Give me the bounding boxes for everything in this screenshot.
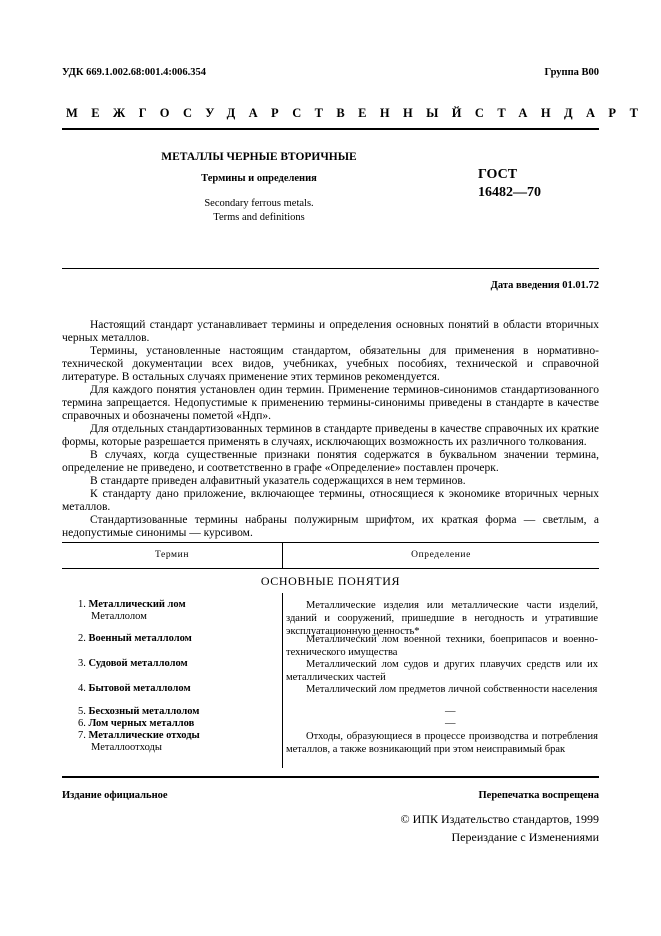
term-number: 5. [78, 706, 86, 717]
table-row-definition [286, 658, 598, 684]
column-header-term: Термин [62, 543, 283, 568]
terms-table-header [62, 542, 599, 569]
interstate-word: МЕЖГОСУДАРСТВЕННЫЙ [66, 106, 475, 120]
term-number: 2. [78, 633, 86, 644]
definition-dash: — [445, 706, 456, 717]
term-name: Судовой металлолом [88, 658, 188, 669]
document-title-english [130, 197, 388, 225]
title-en-line2: Terms and definitions [213, 212, 305, 223]
reprint-prohibited: Перепечатка воспрещена [478, 790, 599, 801]
table-row-definition [286, 683, 598, 696]
definition-text: Металлический лом военной техники, боеприпасов и военно-технического имущества [286, 634, 598, 658]
paragraph: В случаях, когда существенные признаки понятия содержатся в буквальном значении термина, определение не приведено, и соответственно в графе «Определение» поставлен прочерк. [62, 449, 599, 474]
term-name: Бесхозный металлолом [88, 706, 200, 717]
definition-dash: — [445, 718, 456, 729]
document-title: МЕТАЛЛЫ ЧЕРНЫЕ ВТОРИЧНЫЕ [161, 151, 357, 163]
header-rule [62, 128, 599, 130]
body-text [62, 319, 599, 540]
term-number: 1. [78, 599, 86, 610]
table-row-term [78, 658, 278, 670]
definition-text: Металлический лом предметов личной собственности населения [306, 684, 598, 695]
table-row-term [78, 718, 278, 730]
definition-text: Металлический лом судов и других плавучих средств или их металлических частей [286, 659, 598, 683]
term-number: 4. [78, 683, 86, 694]
gost-number: 16482—70 [478, 185, 541, 200]
introduction-date: Дата введения 01.01.72 [490, 280, 599, 291]
term-short-form: Металлолом [91, 611, 147, 622]
title-rule [62, 268, 599, 269]
gost-designation [478, 166, 578, 202]
paragraph: Стандартизованные термины набраны полужирным шрифтом, их краткая форма — светлым, а недопустимые синонимы — курсивом. [62, 514, 599, 539]
term-number: 3. [78, 658, 86, 669]
table-row-term [78, 599, 278, 623]
table-column-divider [282, 593, 283, 768]
term-number: 6. [78, 718, 86, 729]
standard-word: СТАНДАРТ [474, 106, 652, 120]
term-short-form: Металлоотходы [91, 742, 162, 753]
paragraph: Настоящий стандарт устанавливает термины и определения основных понятий в области вторичных черных металлов. [62, 319, 599, 344]
interstate-standard-banner [66, 106, 652, 121]
term-name: Военный металлолом [88, 633, 192, 644]
term-name: Лом черных металлов [88, 718, 195, 729]
table-row-definition [286, 730, 598, 756]
term-name: Металлические отходы [88, 730, 200, 741]
table-row-definition [286, 633, 598, 659]
reissue-text: Переиздание с Изменениями [451, 830, 599, 844]
document-subtitle: Термины и определения [201, 173, 317, 184]
term-number: 7. [78, 730, 86, 741]
paragraph: В стандарте приведен алфавитный указатель содержащихся в нем терминов. [90, 475, 466, 487]
paragraph: Термины, установленные настоящим стандартом, обязательны для применения в нормативно-технической документации всех видов, учебниках, учебных пособиях, технической и справочной литературе. В остальных случаях применение этих терминов рекомендуется. [62, 345, 599, 383]
definition-text: Отходы, образующиеся в процессе производства и потребления металлов, а также возникающий при этом неисправимый брак [286, 731, 598, 755]
title-en-line1: Secondary ferrous metals. [204, 198, 314, 209]
term-name: Металлический лом [88, 599, 186, 610]
table-row-term [78, 683, 278, 695]
copyright-block [401, 810, 599, 846]
udk-code: УДК 669.1.002.68:001.4:006.354 [62, 67, 206, 78]
gost-label: ГОСТ [478, 167, 518, 182]
table-row-term [78, 730, 278, 754]
term-name: Бытовой металлолом [88, 683, 191, 694]
paragraph: Для каждого понятия установлен один термин. Применение терминов-синонимов стандартизованного термина запрещается. Недопустимые к применению термины-синонимы приведены в стандарте в качестве справочных и обозначены пометой «Ндп». [62, 384, 599, 422]
footer-rule [62, 776, 599, 778]
official-edition: Издание официальное [62, 790, 168, 801]
column-header-definition: Определение [411, 550, 471, 560]
table-row-term [78, 706, 278, 718]
paragraph: Для отдельных стандартизованных терминов в стандарте приведены в качестве справочных их краткие формы, которые разрешается применять в случаях, исключающих возможность их различного толкования. [62, 423, 599, 448]
copyright-text: © ИПК Издательство стандартов, 1999 [400, 812, 599, 826]
paragraph: К стандарту дано приложение, включающее термины, относящиеся к экономике вторичных черных металлов. [62, 488, 599, 513]
definition-text: Металлические изделия или металлические части изделий, зданий и сооружений, пришедшие в негодность и утратившие эксплуатационную ценность* [286, 600, 598, 637]
table-row-term [78, 633, 278, 645]
section-title: ОСНОВНЫЕ ПОНЯТИЯ [260, 574, 401, 588]
group-code: Группа В00 [544, 67, 599, 78]
